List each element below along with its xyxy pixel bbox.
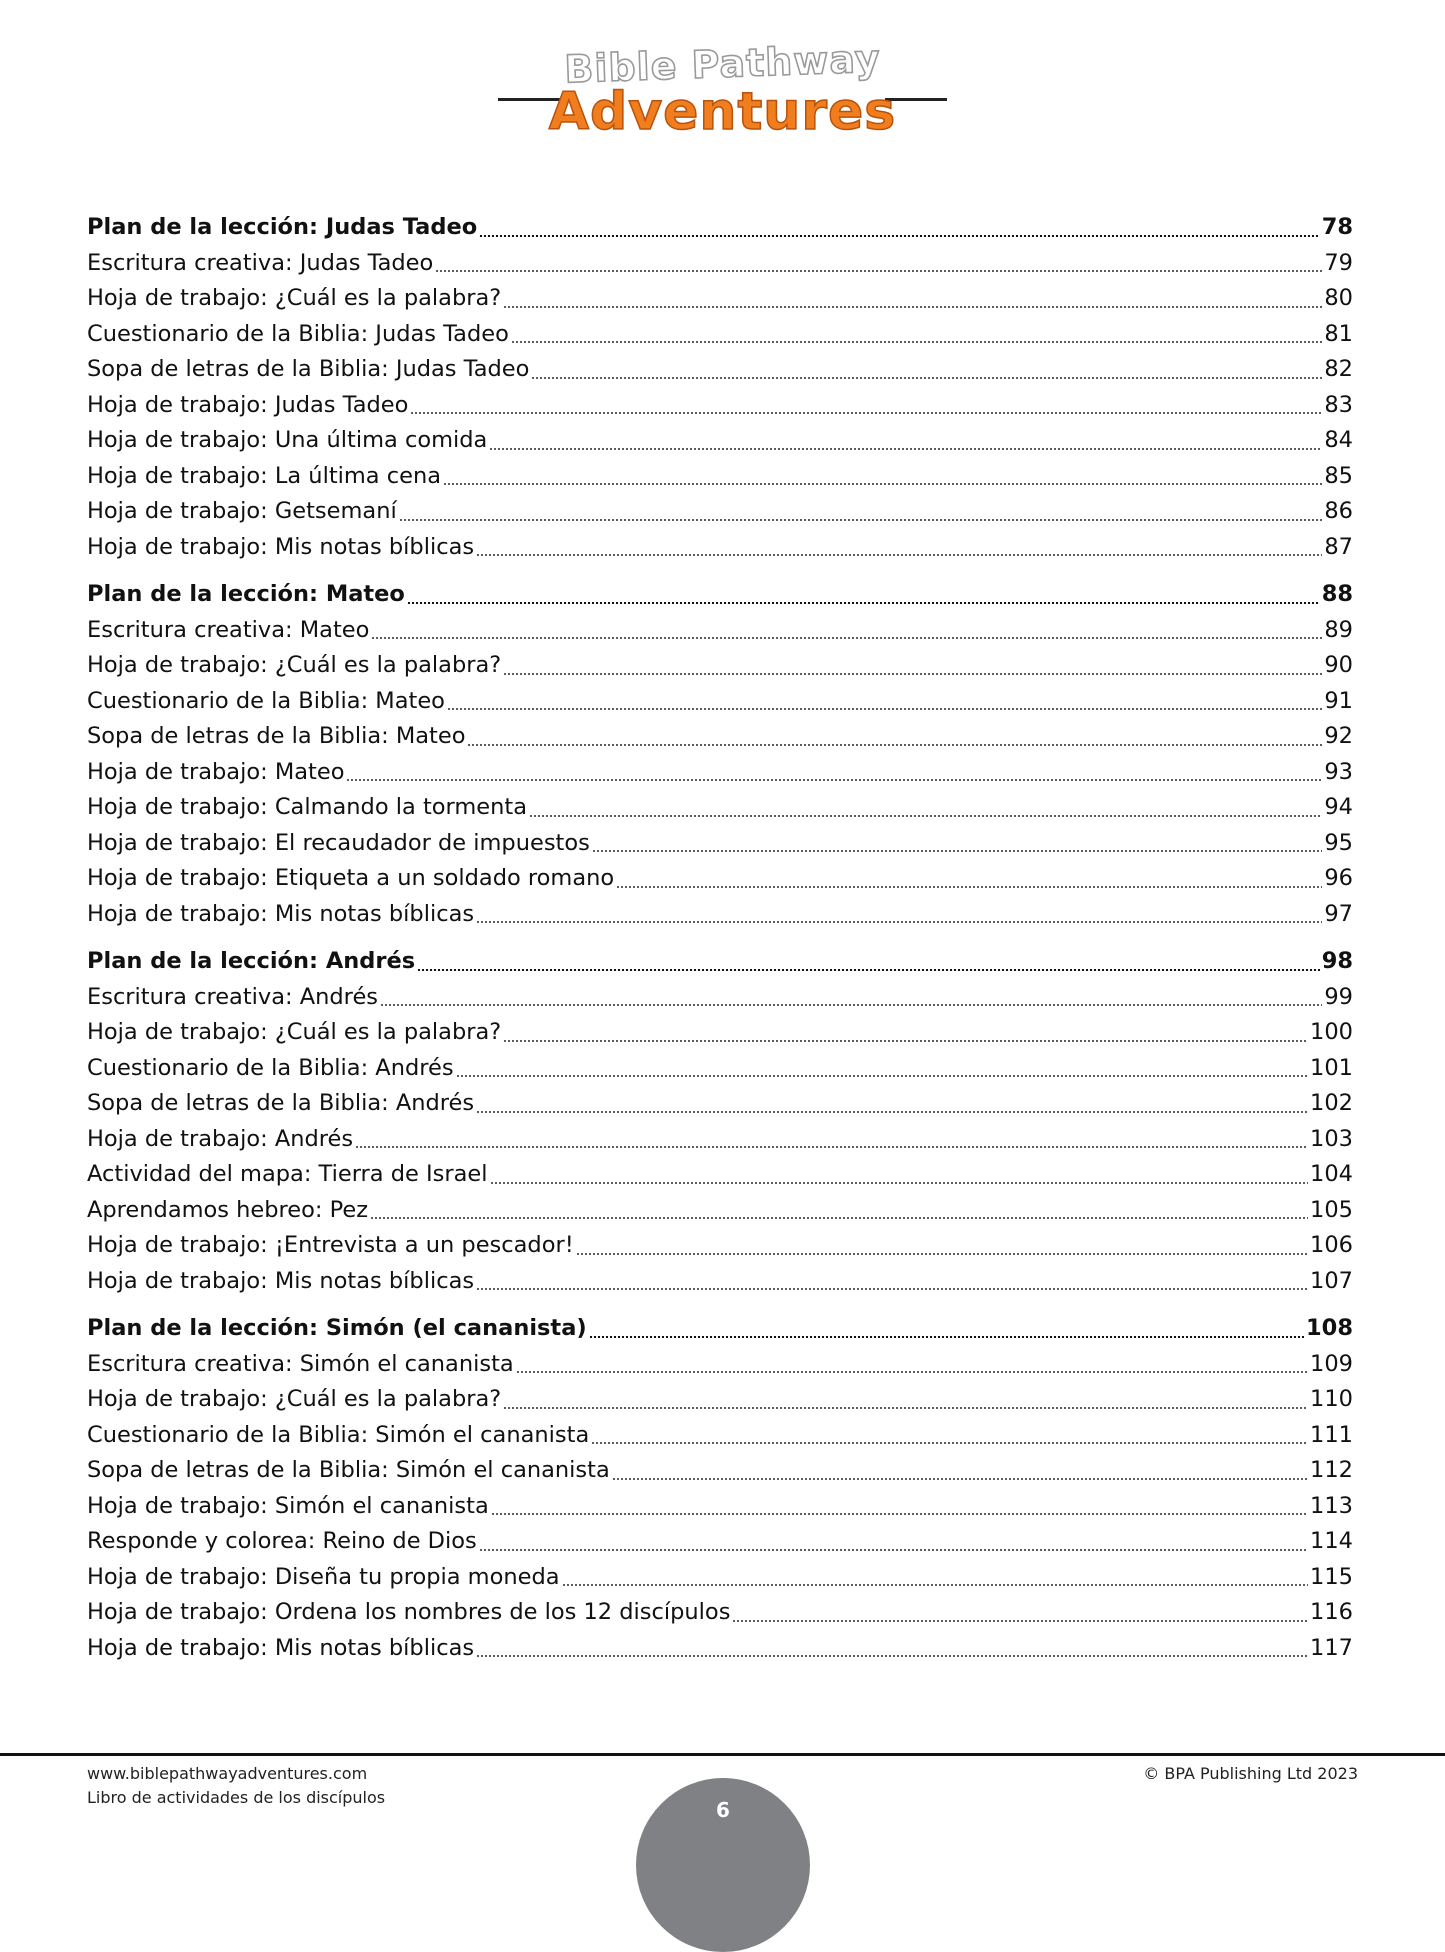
toc-entry-title: Hoja de trabajo: Mateo: [87, 758, 345, 785]
toc-entry-title: Cuestionario de la Biblia: Andrés: [87, 1054, 454, 1081]
dot-leader: [732, 1620, 1308, 1622]
logo-top-text: Bible Pathway: [563, 36, 882, 92]
toc-entry-title: Plan de la lección: Mateo: [87, 581, 405, 607]
dot-leader: [370, 1217, 1308, 1219]
toc-entry-page: 97: [1324, 900, 1353, 927]
toc-entry[interactable]: [87, 1157, 1353, 1193]
toc-entry-page: 103: [1310, 1125, 1353, 1152]
footer-left: [87, 1762, 385, 1810]
dot-leader: [476, 1288, 1308, 1290]
toc-entry[interactable]: [87, 1086, 1353, 1122]
toc-entry[interactable]: [87, 1347, 1353, 1383]
toc-entry[interactable]: [87, 1489, 1353, 1525]
toc-entry-page: 115: [1310, 1563, 1353, 1590]
toc-entry[interactable]: [87, 1015, 1353, 1051]
toc-entry-title: Sopa de letras de la Biblia: Andrés: [87, 1090, 475, 1116]
dot-leader: [476, 554, 1322, 556]
dot-leader: [503, 1040, 1308, 1042]
toc-entry[interactable]: [87, 317, 1353, 353]
dot-leader: [562, 1584, 1309, 1586]
toc-entry[interactable]: [87, 755, 1353, 791]
toc-entry-page: 99: [1324, 983, 1353, 1010]
toc-entry-page: 101: [1310, 1054, 1353, 1081]
toc-entry-title: Plan de la lección: Simón (el cananista): [87, 1315, 587, 1341]
toc-entry-title: Responde y colorea: Reino de Dios: [87, 1528, 477, 1554]
toc-entry-title: Escritura creativa: Andrés: [87, 983, 379, 1010]
dot-leader: [479, 235, 1319, 237]
dot-leader: [479, 1549, 1308, 1551]
toc-entry-title: Hoja de trabajo: Andrés: [87, 1125, 354, 1152]
toc-entry-page: 92: [1324, 723, 1353, 749]
toc-entry[interactable]: [87, 1453, 1353, 1489]
toc-entry-title: Escritura creativa: Mateo: [87, 616, 370, 643]
toc-entry[interactable]: [87, 826, 1353, 862]
dot-leader: [380, 1004, 1322, 1006]
toc-entry[interactable]: [87, 1524, 1353, 1560]
toc-entry-page: 80: [1324, 285, 1353, 311]
dot-leader: [491, 1513, 1308, 1515]
toc-entry[interactable]: [87, 281, 1353, 317]
toc-entry-page: 86: [1324, 498, 1353, 524]
dot-leader: [417, 969, 1320, 971]
toc-entry-title: Hoja de trabajo: ¿Cuál es la palabra?: [87, 1019, 502, 1045]
toc-entry-title: Hoja de trabajo: Mis notas bíblicas: [87, 900, 475, 927]
toc-entry-title: Hoja de trabajo: Etiqueta a un soldado romano: [87, 865, 615, 891]
dot-leader: [529, 815, 1322, 817]
dot-leader: [346, 779, 1322, 781]
toc-entry-page: 105: [1310, 1196, 1353, 1223]
toc-entry-page: 85: [1324, 462, 1353, 489]
toc-section: [87, 944, 1353, 1299]
toc-section-heading[interactable]: [87, 577, 1353, 613]
website-link[interactable]: www.biblepathwayadventures.com: [87, 1764, 368, 1783]
dot-leader: [456, 1075, 1308, 1077]
dot-leader: [407, 602, 1320, 604]
dot-leader: [489, 448, 1322, 450]
toc-entry-title: Hoja de trabajo: Una última comida: [87, 427, 488, 453]
toc-entry-page: 98: [1321, 948, 1353, 974]
dot-leader: [467, 744, 1322, 746]
toc-entry[interactable]: [87, 1631, 1353, 1667]
dot-leader: [511, 341, 1323, 343]
toc-entry[interactable]: [87, 719, 1353, 755]
toc-section-heading[interactable]: [87, 210, 1353, 246]
toc-entry-page: 90: [1324, 652, 1353, 678]
toc-entry[interactable]: [87, 494, 1353, 530]
toc-entry-title: Hoja de trabajo: ¡Entrevista a un pescador!: [87, 1232, 574, 1258]
toc-section-heading[interactable]: [87, 944, 1353, 980]
toc-entry-page: 87: [1324, 533, 1353, 560]
toc-entry-title: Hoja de trabajo: Calmando la tormenta: [87, 794, 528, 820]
toc-entry-page: 82: [1324, 356, 1353, 382]
dot-leader: [447, 708, 1322, 710]
toc-entry-title: Hoja de trabajo: Simón el cananista: [87, 1492, 489, 1519]
toc-entry-title: Hoja de trabajo: Mis notas bíblicas: [87, 533, 475, 560]
toc-entry[interactable]: [87, 530, 1353, 566]
toc-entry-title: Hoja de trabajo: Mis notas bíblicas: [87, 1634, 475, 1661]
dot-leader: [443, 483, 1322, 485]
toc-entry-page: 106: [1310, 1232, 1353, 1258]
toc-section: [87, 210, 1353, 565]
dot-leader: [589, 1336, 1304, 1338]
toc-entry-page: 107: [1310, 1267, 1353, 1294]
toc-entry[interactable]: [87, 1193, 1353, 1229]
toc-entry-page: 113: [1310, 1492, 1353, 1519]
dot-leader: [616, 886, 1322, 888]
toc-entry[interactable]: [87, 1122, 1353, 1158]
toc-entry[interactable]: [87, 897, 1353, 933]
dot-leader: [503, 1407, 1308, 1409]
dot-leader: [592, 850, 1323, 852]
toc-entry-page: 109: [1310, 1350, 1353, 1377]
dot-leader: [612, 1478, 1308, 1480]
toc-entry-page: 91: [1324, 687, 1353, 714]
toc-entry-page: 104: [1310, 1161, 1353, 1187]
page-number: 6: [716, 1798, 730, 1822]
toc-entry[interactable]: [87, 1595, 1353, 1631]
toc-section-heading[interactable]: [87, 1311, 1353, 1347]
dot-leader: [503, 673, 1322, 675]
toc-entry[interactable]: [87, 1382, 1353, 1418]
toc-entry-page: 88: [1321, 581, 1353, 607]
toc-entry-title: Plan de la lección: Judas Tadeo: [87, 214, 478, 240]
toc-entry[interactable]: [87, 1051, 1353, 1087]
toc-entry-title: Plan de la lección: Andrés: [87, 948, 416, 974]
toc-entry-page: 93: [1324, 758, 1353, 785]
toc-entry-title: Escritura creativa: Simón el cananista: [87, 1350, 514, 1377]
toc-entry-page: 84: [1324, 427, 1353, 453]
toc-entry-title: Hoja de trabajo: Getsemaní: [87, 498, 397, 524]
dot-leader: [355, 1146, 1308, 1148]
dot-leader: [476, 1111, 1308, 1113]
toc-entry-page: 110: [1310, 1386, 1353, 1412]
toc-entry[interactable]: [87, 246, 1353, 282]
dot-leader: [476, 1655, 1308, 1657]
toc-entry-page: 108: [1306, 1315, 1353, 1341]
dot-leader: [576, 1253, 1308, 1255]
toc-entry-page: 81: [1324, 320, 1353, 347]
copyright: © BPA Publishing Ltd 2023: [1143, 1764, 1358, 1783]
toc-entry-page: 89: [1324, 616, 1353, 643]
dot-leader: [399, 519, 1323, 521]
book-title: Libro de actividades de los discípulos: [87, 1788, 386, 1807]
toc-entry-page: 114: [1310, 1528, 1353, 1554]
toc-entry-title: Hoja de trabajo: ¿Cuál es la palabra?: [87, 1386, 502, 1412]
toc-entry-page: 102: [1310, 1090, 1353, 1116]
dot-leader: [476, 921, 1322, 923]
toc-entry-title: Hoja de trabajo: Mis notas bíblicas: [87, 1267, 475, 1294]
toc-entry[interactable]: [87, 459, 1353, 495]
toc-entry[interactable]: [87, 352, 1353, 388]
dot-leader: [410, 412, 1322, 414]
toc-entry-page: 111: [1310, 1421, 1353, 1448]
toc-entry[interactable]: [87, 790, 1353, 826]
dot-leader: [531, 377, 1322, 379]
toc-entry-title: Hoja de trabajo: Judas Tadeo: [87, 391, 409, 418]
toc-entry[interactable]: [87, 388, 1353, 424]
toc-entry-page: 83: [1324, 391, 1353, 418]
toc-entry-title: Cuestionario de la Biblia: Mateo: [87, 687, 445, 714]
toc-entry[interactable]: [87, 1228, 1353, 1264]
toc-entry-page: 116: [1310, 1599, 1353, 1625]
toc-entry-page: 94: [1324, 794, 1353, 820]
toc-entry-title: Sopa de letras de la Biblia: Simón el cananista: [87, 1457, 610, 1483]
toc-entry-title: Hoja de trabajo: Diseña tu propia moneda: [87, 1563, 560, 1590]
toc-entry[interactable]: [87, 1264, 1353, 1300]
logo-main-text: Adventures: [548, 82, 897, 142]
toc-entry[interactable]: [87, 684, 1353, 720]
toc-entry-page: 100: [1310, 1019, 1353, 1045]
toc-entry[interactable]: [87, 648, 1353, 684]
toc-entry[interactable]: [87, 1418, 1353, 1454]
toc-entry-page: 117: [1310, 1634, 1353, 1661]
dot-leader: [591, 1442, 1308, 1444]
toc-entry[interactable]: [87, 423, 1353, 459]
dot-leader: [371, 637, 1322, 639]
toc-entry-title: Hoja de trabajo: ¿Cuál es la palabra?: [87, 285, 502, 311]
toc-entry-title: Sopa de letras de la Biblia: Mateo: [87, 723, 466, 749]
toc-entry-title: Hoja de trabajo: Ordena los nombres de los 12 discípulos: [87, 1599, 731, 1625]
toc-entry-page: 96: [1324, 865, 1353, 891]
dot-leader: [503, 306, 1322, 308]
toc-entry-page: 112: [1310, 1457, 1353, 1483]
toc-entry[interactable]: [87, 613, 1353, 649]
toc-entry-page: 79: [1324, 249, 1353, 276]
toc-entry[interactable]: [87, 1560, 1353, 1596]
toc-entry-title: Hoja de trabajo: La última cena: [87, 462, 442, 489]
toc-entry-title: Cuestionario de la Biblia: Judas Tadeo: [87, 320, 509, 347]
page-header: [0, 0, 1445, 160]
toc-entry-page: 95: [1324, 829, 1353, 856]
toc-entry-title: Cuestionario de la Biblia: Simón el cananista: [87, 1421, 590, 1448]
table-of-contents: [87, 210, 1353, 1678]
toc-entry-title: Hoja de trabajo: ¿Cuál es la palabra?: [87, 652, 502, 678]
footer-divider: [0, 1753, 1445, 1756]
dot-leader: [435, 270, 1322, 272]
toc-section: [87, 577, 1353, 932]
toc-section: [87, 1311, 1353, 1666]
dot-leader: [490, 1182, 1309, 1184]
toc-entry-title: Hoja de trabajo: El recaudador de impuestos: [87, 829, 590, 856]
toc-entry-title: Aprendamos hebreo: Pez: [87, 1196, 369, 1223]
toc-entry-title: Sopa de letras de la Biblia: Judas Tadeo: [87, 356, 530, 382]
toc-entry-title: Actividad del mapa: Tierra de Israel: [87, 1161, 488, 1187]
toc-entry-title: Escritura creativa: Judas Tadeo: [87, 249, 434, 276]
toc-entry-page: 78: [1321, 214, 1353, 240]
toc-entry[interactable]: [87, 980, 1353, 1016]
toc-entry[interactable]: [87, 861, 1353, 897]
dot-leader: [516, 1371, 1308, 1373]
